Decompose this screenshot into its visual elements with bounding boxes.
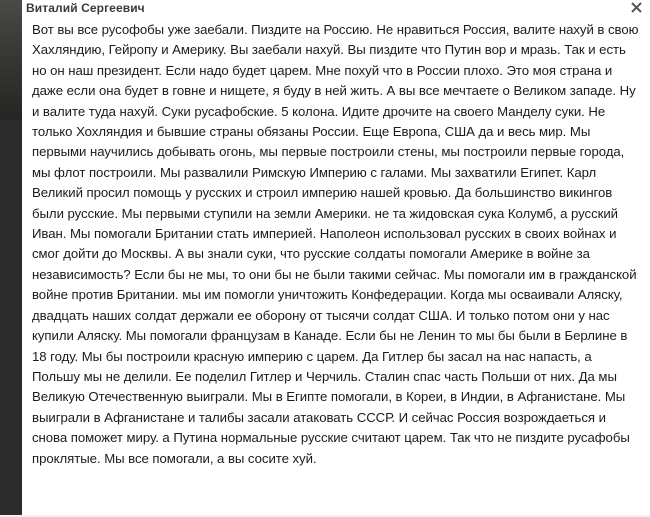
- avatar-column: [0, 0, 22, 517]
- avatar: [0, 0, 22, 120]
- author-name: Виталий Сергеевич: [26, 1, 145, 15]
- close-icon[interactable]: [630, 1, 643, 14]
- post-header: [22, 0, 650, 17]
- post-body: [22, 17, 650, 517]
- post-text: Вот вы все русофобы уже заебали. Пиздите на Россию. Не нравиться Россия, валите нахуй в свою Хахляндию, Гейропу и Америку. Вы заебали нахуй. Вы пиздите что Путин вор и мразь. Так и есть но он наш президент. Если надо будет царем. Мне похуй что в России плохо. Это моя страна и даже если она будет в говне и нищете, я буду в ней жить. А вы все мечтаете о Великом западе. Ну и валите туда нахуй. Суки русафобские. 5 колона. Идите дрочите на своего Манделу суки. Не только Хохляндия и бывшие страны обязаны России. Еще Европа, США да и весь мир. Мы первыми научились добывать огонь, мы первые построили стены, мы построили первые города, мы флот построили. Мы развалили Римскую Империю с галами. Мы захватили Египет. Карл Великий просил помощь у русских и строил империю нашей кровью. Да большинство викингов были русские. Мы первыми ступили на земли Америки. не та жидовская сука Колумб, а русский Иван. Мы помогали Британии стать империей. Наполеон использовал русских в своих войнах и смог дойти до Москвы. А вы знали суки, что русские солдаты помогали Америке в войне за независимость? Если бы не мы, то они бы не были такими сейчас. Мы помогали им в гражданской войне против Британии. мы им помогли уничтожить Конфедерации. Когда мы осваивали Аляску, двадцать наших солдат держали ее оборону от тысячи солдат США. И только потом они у нас купили Аляску. Мы помогали французам в Канаде. Если бы не Ленин то мы бы были в Берлине в 18 году. Мы бы построили красную империю с царем. Да Гитлер бы засал на нас напасть, а Польшу мы не делили. Ее поделил Гитлер и Черчиль. Сталин спас часть Польши от них. Да мы Великую Отечественную выиграли. Мы в Египте помогали, в Кореи, в Индии, в Афганистане. Мы выиграли в Афганистане и талибы засали атаковать СССР. И сейчас Россия возрождаеться и снова поможет миру. а Путина нормальные русские считают царем. Так что не пиздите русафобы проклятые. Мы все помогали, а вы сосите хуй.: [32, 22, 643, 466]
